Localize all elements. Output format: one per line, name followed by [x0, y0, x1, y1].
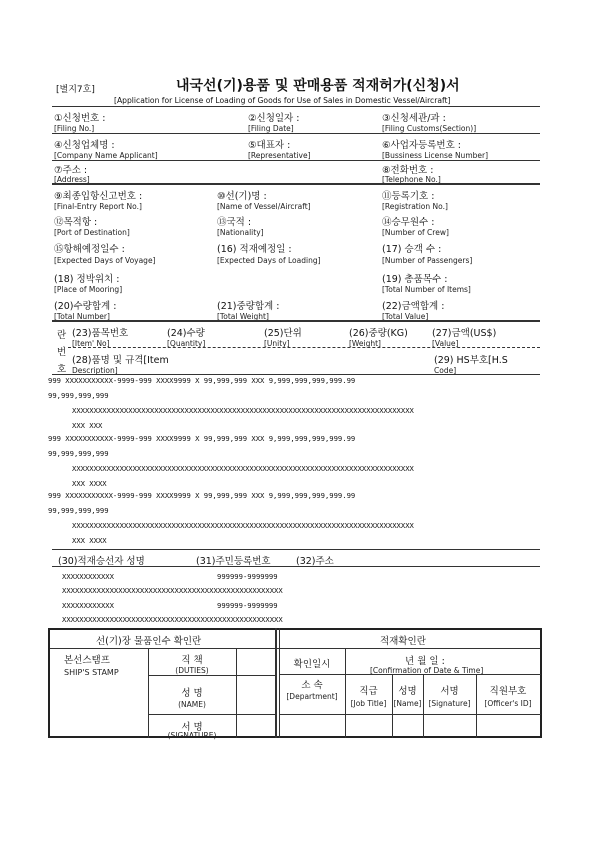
officer-name-label-en: (NAME): [178, 700, 206, 709]
duties-label: 직 책: [181, 655, 203, 666]
loading-confirm-title: 적재확인란: [380, 636, 426, 647]
confirm-date-label-en: [Confirmation of Date & Time]: [370, 666, 484, 675]
job-title-label-en: [Job Title]: [350, 699, 387, 708]
item-1-line-3: XXXXXXXXXXXXXXXXXXXXXXXXXXXXXXXXXXXXXXXXXXXXXXXXXXXXXXXXXXXXXXXXXXXXXXXXXXXXXXX: [72, 406, 414, 415]
item-no-header-en: [Item' No]: [72, 339, 110, 348]
rule: [279, 714, 541, 715]
telephone-label: ⑧전화번호 :: [382, 165, 434, 176]
loader-id-header: (31)주민등록번호: [196, 556, 271, 567]
rule: [148, 675, 275, 676]
staff-name-label-en: [Name]: [393, 699, 422, 708]
telephone-label-en: [Telephone No.]: [382, 175, 441, 184]
loader-name-header: (30)적재승선자 성명: [58, 556, 145, 567]
item-no-header: (23)품목번호: [72, 328, 129, 339]
officer-id-label: 직원부호: [489, 686, 527, 697]
rule: [68, 347, 540, 348]
loader-1-address: XXXXXXXXXXXXXXXXXXXXXXXXXXXXXXXXXXXXXXXXXXXXXXXXXXX: [62, 586, 283, 595]
rule: [50, 648, 540, 649]
representative-label-en: [Representative]: [248, 151, 311, 160]
rule: [52, 374, 540, 375]
loader-1-id: 999999-9999999: [217, 572, 278, 581]
hs-code-header-en: Code]: [434, 366, 457, 375]
company-name-label: ④신청업체명 :: [54, 140, 115, 151]
weight-header: (26)중량(KG): [349, 328, 408, 339]
item-2-line-4: XXX XXXX: [72, 479, 107, 488]
vessel-name-label-en: [Name of Vessel/Aircraft]: [217, 202, 311, 211]
rule: [52, 160, 540, 161]
item-side-label-3: 호: [57, 364, 67, 375]
rule: [52, 549, 540, 550]
total-number-label: (20)수량합계 :: [54, 301, 117, 312]
item-side-label-1: 란: [57, 330, 67, 341]
vessel-name-label: ⑩선(기)명 :: [217, 191, 267, 202]
staff-signature-label-en: [Signature]: [428, 699, 471, 708]
filing-customs-label: ③신청세관/과 :: [382, 113, 446, 124]
loader-2-id: 999999-9999999: [217, 601, 278, 610]
item-1-line-4: XXX XXX: [72, 421, 103, 430]
unity-header-en: [Unity]: [264, 339, 290, 348]
item-1-line-1: 999 XXXXXXXXXXX-9999-999 XXXX9999 X 99,999,999 XXX 9,999,999,999,999.99: [48, 376, 356, 385]
quantity-header-en: [Quantity]: [167, 339, 206, 348]
form-number: [별지7호]: [56, 85, 95, 95]
business-license-label-en: [Bussiness License Number]: [382, 151, 489, 160]
filing-date-label-en: [Filing Date]: [248, 124, 294, 133]
loader-2-name: XXXXXXXXXXXX: [62, 601, 114, 610]
crew-label: ⑭승무원수 :: [382, 217, 435, 228]
loading-date-label-en: [Expected Days of Loading]: [217, 256, 321, 265]
confirm-time-label: 확인일시: [293, 659, 331, 670]
signature-label-en: (SIGNATURE): [167, 731, 217, 740]
item-2-line-2: 99,999,999,999: [48, 449, 109, 458]
item-2-line-1: 999 XXXXXXXXXXX-9999-999 XXXX9999 X 99,999,999 XXX 9,999,999,999,999.99: [48, 434, 356, 443]
item-3-line-3: XXXXXXXXXXXXXXXXXXXXXXXXXXXXXXXXXXXXXXXXXXXXXXXXXXXXXXXXXXXXXXXXXXXXXXXXXXXXXXX: [72, 521, 414, 530]
rule: [148, 714, 275, 715]
total-items-label: (19) 총품목수 :: [382, 274, 448, 285]
company-name-label-en: [Company Name Applicant]: [54, 151, 158, 160]
registration-label: ⑪등록기호 :: [382, 191, 435, 202]
address-label: ⑦주소 :: [54, 165, 88, 176]
job-title-label: 직급: [359, 686, 378, 697]
total-number-label-en: [Total Number]: [54, 312, 110, 321]
hs-code-header: (29) HS부호[H.S: [434, 355, 508, 366]
form-subtitle: [Application for License of Loading of Goods for Use of Sales in Domestic Vessel/Aircraft]: [114, 96, 451, 105]
officer-id-label-en: [Officer's ID]: [484, 699, 532, 708]
item-side-label-2: 번: [57, 347, 67, 358]
filing-no-label-en: [Filing No.]: [54, 124, 95, 133]
destination-label: ⑫목적항 :: [54, 217, 98, 228]
mooring-label-en: [Place of Mooring]: [54, 285, 123, 294]
rule: [52, 183, 540, 185]
rule: [279, 674, 541, 675]
loader-address-header: (32)주소: [296, 556, 334, 567]
nationality-label: ⑬국적 :: [217, 217, 252, 228]
item-desc-header-en: Description]: [72, 366, 118, 375]
captain-confirm-title: 선(기)장 물품인수 확인란: [96, 636, 202, 647]
total-weight-label: (21)중량합계 :: [217, 301, 280, 312]
rule: [52, 566, 540, 567]
department-label-en: [Department]: [286, 692, 338, 701]
voyage-days-label-en: [Expected Days of Voyage]: [54, 256, 156, 265]
address-label-en: [Address]: [54, 175, 90, 184]
form-title: 내국선(기)용품 및 판매용품 적재허가(신청)서: [176, 78, 460, 94]
filing-date-label: ②신청일자 :: [248, 113, 300, 124]
staff-signature-label: 서명: [440, 686, 459, 697]
loading-date-label: (16) 적재예정일 :: [217, 244, 292, 255]
representative-label: ⑤대표자 :: [248, 140, 291, 151]
officer-name-label: 성 명: [181, 688, 203, 699]
nationality-label-en: [Nationality]: [217, 228, 264, 237]
duties-label-en: (DUTIES): [175, 666, 209, 675]
loader-2-address: XXXXXXXXXXXXXXXXXXXXXXXXXXXXXXXXXXXXXXXXXXXXXXXXXXX: [62, 615, 283, 624]
item-1-line-2: 99,999,999,999: [48, 391, 109, 400]
department-label: 소 속: [301, 680, 323, 691]
registration-label-en: [Registration No.]: [382, 202, 448, 211]
staff-name-label: 성명: [398, 686, 417, 697]
divider: [236, 648, 237, 738]
quantity-header: (24)수량: [167, 328, 205, 339]
rule: [52, 133, 540, 134]
item-3-line-4: XXX XXXX: [72, 536, 107, 545]
passengers-label-en: [Number of Passengers]: [382, 256, 473, 265]
voyage-days-label: ⑮항해예정일수 :: [54, 244, 125, 255]
item-3-line-1: 999 XXXXXXXXXXX-9999-999 XXXX9999 X 99,999,999 XXX 9,999,999,999,999.99: [48, 491, 356, 500]
filing-customs-label-en: [Filing Customs(Section)]: [382, 124, 477, 133]
unity-header: (25)단위: [264, 328, 302, 339]
crew-label-en: [Number of Crew]: [382, 228, 449, 237]
loader-1-name: XXXXXXXXXXXX: [62, 572, 114, 581]
item-2-line-3: XXXXXXXXXXXXXXXXXXXXXXXXXXXXXXXXXXXXXXXXXXXXXXXXXXXXXXXXXXXXXXXXXXXXXXXXXXXXXXX: [72, 464, 414, 473]
rule: [52, 320, 540, 322]
signature-label: 서 명: [181, 722, 203, 733]
total-items-label-en: [Total Number of Items]: [382, 285, 471, 294]
filing-no-label: ①신청번호 :: [54, 113, 106, 124]
divider: [275, 628, 277, 738]
destination-label-en: [Port of Destination]: [54, 228, 130, 237]
weight-header-en: [Weight]: [349, 339, 381, 348]
value-header-en: [Value]: [432, 339, 459, 348]
total-value-label-en: [Total Value]: [382, 312, 429, 321]
rule: [52, 106, 540, 107]
mooring-label: (18) 정박위치 :: [54, 274, 120, 285]
ships-stamp-label-en: SHIP'S STAMP: [64, 668, 119, 677]
total-value-label: (22)금액합계 :: [382, 301, 445, 312]
business-license-label: ⑥사업자등록번호 :: [382, 140, 461, 151]
ships-stamp-label: 본선스탬프: [64, 655, 110, 666]
item-3-line-2: 99,999,999,999: [48, 506, 109, 515]
final-entry-label-en: [Final-Entry Report No.]: [54, 202, 142, 211]
value-header: (27)금액(US$): [432, 328, 497, 339]
final-entry-label: ⑨최종입항신고번호 :: [54, 191, 143, 202]
passengers-label: (17) 승객 수 :: [382, 244, 442, 255]
confirm-date-label: 년 월 일 :: [405, 656, 445, 667]
total-weight-label-en: [Total Weight]: [217, 312, 269, 321]
item-desc-header: (28)품명 및 규격[Item: [72, 355, 169, 366]
